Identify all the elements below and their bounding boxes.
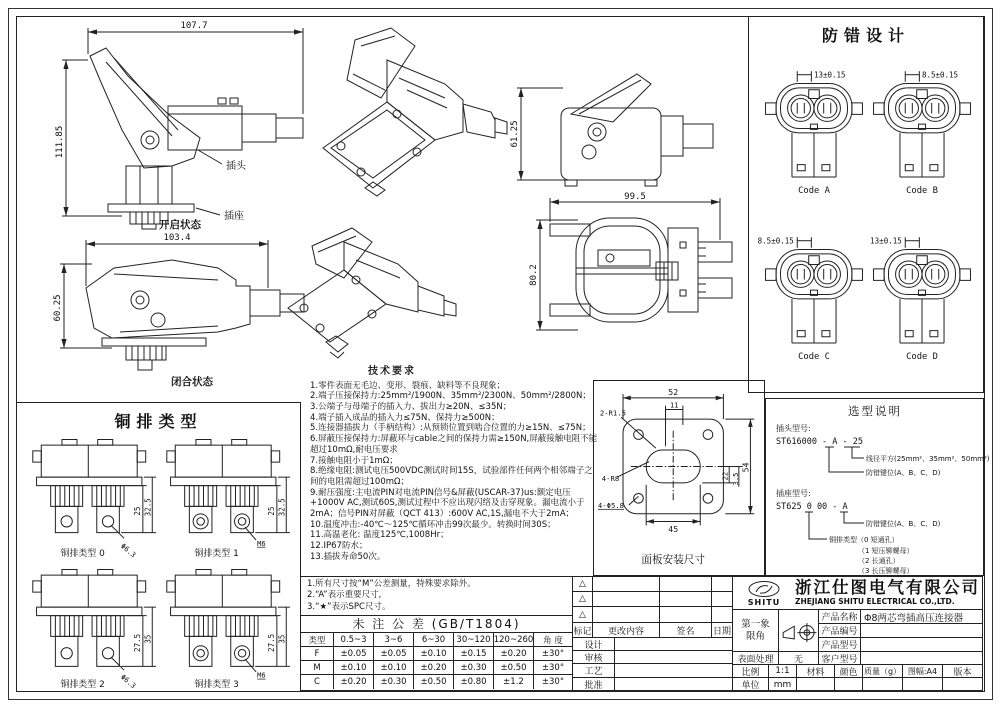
error-proofing-title: 防错设计 <box>821 26 910 45</box>
weight-label: 质量（g） <box>863 665 903 678</box>
tech-line: 6.屏蔽压接保持力:屏蔽环与cable之间的保持力需≥150N,屏蔽接触电阻不能超过10mΩ,耐电压要求 <box>310 434 598 455</box>
product-code-label: 产品编号 <box>819 624 861 638</box>
dim-busbar3-d2: 35 <box>277 634 287 644</box>
selection-plug-note2: 防错键位(A、B、C、D) <box>866 469 941 477</box>
tech-line: 2.端子压接保持力:25mm²/1900N、35mm²/2300N、50mm²/2800N； <box>310 391 591 402</box>
tolerance-cell: ±0.50 <box>494 661 534 675</box>
tolerance-cell: ±0.20 <box>494 647 534 661</box>
dim-top-width: 99.5 <box>624 192 646 202</box>
tolerance-cell: ±0.10 <box>334 661 374 675</box>
selection-socket-note3: （1 短压铆螺母） <box>858 547 914 555</box>
keying-code-c <box>757 218 866 378</box>
tolerance-cell: ±0.10 <box>414 647 454 661</box>
sign-value-cell <box>615 664 732 678</box>
label-panel-r8: 4-R8 <box>601 473 620 483</box>
tolerance-cell: ±1.2 <box>494 675 534 689</box>
tech-line: 7.接触电阻小于1mΩ； <box>310 455 398 466</box>
surface-label: 表面处理 <box>733 652 779 665</box>
label-busbar-type-2: 铜排类型 2 <box>60 680 105 691</box>
busbar-type-1 <box>162 432 292 559</box>
weight-value <box>863 678 903 691</box>
company-logo-text: SHITU <box>747 597 781 607</box>
label-busbar-type-1: 铜排类型 1 <box>194 549 239 560</box>
revision-sign-cell <box>660 607 712 623</box>
revision-header-sign: 签名 <box>660 623 712 638</box>
revision-content-cell <box>593 592 660 607</box>
label-closed-state: 闭合状态 <box>171 376 213 388</box>
general-note-3: 3.“★”表示SPC尺寸。 <box>307 601 391 612</box>
label-busbar3-hole: M6 <box>257 670 266 680</box>
label-panel-r1: 2-R1.5 <box>599 408 626 418</box>
label-panel-hole: 4-Φ5.8 <box>597 500 625 510</box>
tech-line: 12.IP67防水； <box>310 541 368 552</box>
tech-line: 4.端子插入成品的插入力≤75N、保持力≥500N； <box>310 412 500 423</box>
selection-plug-model: ST616000 - A - 25 <box>776 437 863 447</box>
title-block <box>733 576 983 691</box>
surface-value: 无 <box>779 652 819 665</box>
tolerance-cell: ±0.20 <box>414 661 454 675</box>
dim-busbar2-d2: 35 <box>143 634 153 644</box>
label-busbar2-hole: Φ6.3 <box>118 672 138 691</box>
revision-sign-cell <box>660 592 712 607</box>
view-isometric-open <box>295 20 510 210</box>
sign-row-approve: 批准 <box>573 678 615 691</box>
selection-plug-note1: 线径平方(25mm²、35mm²、50mm²) <box>866 455 990 463</box>
label-code-b: Code B <box>906 185 938 196</box>
dim-code-a: 13±0.15 <box>814 70 846 80</box>
tolerance-cell: ±0.30 <box>374 675 414 689</box>
revision-content-cell <box>593 577 660 592</box>
company-name-cn: 浙江仕图电气有限公司 <box>795 577 980 597</box>
dim-busbar1-d1: 25 <box>267 506 277 516</box>
tech-line: 3.公端子与母端子的插入力、拔出力≥20N、≤35N； <box>310 402 512 412</box>
tolerance-cell: ±0.05 <box>374 647 414 661</box>
selection-plug-label: 插头型号: <box>776 424 811 433</box>
projection-angle-label: 第一象限角 <box>733 610 779 652</box>
tolerance-cell: ±30° <box>534 661 572 675</box>
sign-value-cell <box>615 678 732 691</box>
general-note-2: 2.“A”表示重要尺寸, <box>307 590 382 601</box>
view-isometric-closed <box>268 212 458 390</box>
product-code-value <box>861 624 982 638</box>
dim-code-c: 8.5±0.15 <box>757 236 794 246</box>
dim-code-d: 13±0.15 <box>870 236 902 246</box>
dim-busbar1-d2: 32.5 <box>277 498 287 517</box>
product-model-label: 产品型号 <box>819 638 861 652</box>
label-busbar-type-0: 铜排类型 0 <box>60 549 105 560</box>
dim-panel-45: 45 <box>668 524 679 535</box>
tech-line: 5.连接器插拔力（手柄结构）:从预锁位置到啮合位置的力≥15N、≤75N； <box>310 423 591 434</box>
revision-sign-cell <box>660 577 712 592</box>
keying-code-a <box>762 52 866 212</box>
tolerance-cell: ±0.05 <box>334 647 374 661</box>
view-closed-state <box>22 228 310 390</box>
tech-line: 1.零件表面无毛边、变形、裂痕、缺料等不良现象； <box>310 380 506 391</box>
tech-requirements <box>310 366 598 563</box>
tolerance-cell: ±0.80 <box>454 675 494 689</box>
tech-requirements-title: 技术要求 <box>368 366 416 377</box>
unit-value: mm <box>769 678 797 691</box>
tolerance-header: 角 度 <box>534 633 572 647</box>
label-busbar0-hole: Φ6.3 <box>118 541 138 560</box>
label-code-c: Code C <box>798 351 830 362</box>
product-name-value: Φ8两芯弯插高压连接器 <box>861 610 982 624</box>
sign-row-design: 设计 <box>573 638 615 651</box>
customer-model-value <box>861 652 982 665</box>
revision-header-content: 更改内容 <box>593 623 660 638</box>
dim-top-height: 80.2 <box>529 264 539 286</box>
projection-symbol-icon <box>779 610 819 652</box>
dim-panel-54: 54 <box>740 462 751 473</box>
revision-mark-icon: △ <box>573 577 593 592</box>
tolerance-cell: M <box>301 661 334 675</box>
label-code-a: Code A <box>798 185 830 196</box>
view-side <box>505 30 725 200</box>
selection-socket-note2: 铜排类型（0 短通孔） <box>829 536 899 544</box>
label-busbar-type-3: 铜排类型 3 <box>194 680 239 691</box>
selection-socket-note1: 防错键位(A、B、C、D) <box>866 520 941 528</box>
label-busbar1-hole: M6 <box>257 538 266 548</box>
tolerance-header: 6~30 <box>414 633 454 647</box>
scale-label: 比例 <box>733 665 769 678</box>
dim-panel-22: 22 <box>720 471 730 481</box>
dim-open-height: 111.85 <box>55 125 65 159</box>
tech-line: 9.耐压强度:主电流PIN对电流PIN信号&屏蔽(USCAR-37)us:额定电压+1000V AC,测试60S,测试过程中不应出现闪络及击穿现象。漏电流小于2mA；信号PIN对屏蔽（QCT 413）:600V AC,1S,漏电不大于2mA； <box>310 487 585 520</box>
customer-model-label: 客户型号 <box>819 652 861 665</box>
product-name-label: 产品名称 <box>819 610 861 624</box>
view-open-state <box>22 18 310 230</box>
selection-socket-note4: （2 长通孔） <box>858 557 900 565</box>
tolerance-cell: ±0.50 <box>414 675 454 689</box>
revision-header-date: 日期 <box>712 623 732 638</box>
dim-busbar3-d1: 27.5 <box>267 633 277 652</box>
selection-socket-note5: （3 长压铆螺母） <box>858 567 914 575</box>
tech-line: 8.绝缘电阻:测试电压500VDC测试时间15S，试验部件任何两个相邻端子之间的电阻需超过100mΩ； <box>310 466 593 487</box>
dim-open-width: 107.7 <box>180 21 208 31</box>
tolerance-header: 3~6 <box>374 633 414 647</box>
tolerance-cell: ±0.10 <box>374 661 414 675</box>
tech-line: 10.温度冲击:-40℃～125℃循环冲击99次最少。转换时间30S； <box>310 519 556 530</box>
dim-busbar0-d1: 25 <box>133 506 143 516</box>
sign-value-cell <box>615 638 732 651</box>
color-label: 颜色 <box>835 665 863 678</box>
revision-mark-icon: △ <box>573 607 593 623</box>
sheet-size-label: 图幅:A4 <box>903 665 943 678</box>
tolerance-header: 0.5~3 <box>334 633 374 647</box>
sign-value-cell <box>615 651 732 664</box>
panel-mount-drawing <box>596 386 762 572</box>
tolerance-cell: ±0.15 <box>454 647 494 661</box>
dim-panel-52: 52 <box>668 387 679 398</box>
revision-date-cell <box>712 592 732 607</box>
busbar-title: 铜排类型 <box>114 412 203 431</box>
tolerance-cell: ±30° <box>534 647 572 661</box>
revision-date-cell <box>712 607 732 623</box>
dim-busbar2-d1: 27.5 <box>133 633 143 652</box>
sheet-size-value <box>903 678 943 691</box>
dim-side-height: 61.25 <box>510 120 520 148</box>
dim-code-b: 8.5±0.15 <box>922 70 959 80</box>
tolerance-table <box>300 615 573 691</box>
selection-socket-label: 插座型号: <box>776 489 811 498</box>
product-model-value <box>861 638 982 652</box>
tolerance-header: 120~260 <box>494 633 534 647</box>
general-notes <box>300 576 573 616</box>
label-socket: 插座 <box>224 211 244 222</box>
tech-line: 13.插拔寿命50次。 <box>310 551 386 562</box>
tech-line: 11.高温老化: 温度125℃,1008Hr； <box>310 530 449 541</box>
tolerance-cell: ±30° <box>541 677 565 687</box>
busbar-type-3 <box>162 562 292 689</box>
revision-date-cell <box>712 577 732 592</box>
revision-header-mark: 标记 <box>573 623 593 638</box>
material-value <box>797 678 835 691</box>
tolerance-header: 30~120 <box>454 633 494 647</box>
label-open-state: 开启状态 <box>159 219 201 231</box>
dim-panel-3-5: 3.5 <box>730 472 740 486</box>
label-code-d: Code D <box>906 351 938 362</box>
selection-drawing <box>768 400 990 575</box>
version-label: 版本 <box>943 665 982 678</box>
dim-closed-width: 103.4 <box>163 233 191 243</box>
keying-code-d <box>870 218 974 378</box>
keying-code-b <box>870 52 974 212</box>
sign-row-process: 工艺 <box>573 664 615 678</box>
unit-label: 单位 <box>733 678 769 691</box>
revision-block <box>573 576 733 691</box>
panel-mount-title: 面板安装尺寸 <box>641 552 706 566</box>
scale-value: 1:1 <box>769 665 797 678</box>
dim-panel-11: 11 <box>669 400 679 410</box>
general-note-1: 1.所有尺寸按“M”公差测量，特殊要求除外。 <box>307 579 476 589</box>
selection-socket-model: ST625 0 00 - A <box>776 502 848 512</box>
sign-row-check: 审核 <box>573 651 615 664</box>
dim-busbar0-d2: 32.5 <box>143 498 153 517</box>
revision-content-cell <box>593 607 660 623</box>
tolerance-cell: C <box>301 675 334 689</box>
tolerance-table-title: 未 注 公 差 (GB/T1804) <box>301 615 572 633</box>
dim-closed-height: 60.25 <box>53 294 63 322</box>
tolerance-header: 类型 <box>301 633 334 647</box>
busbar-type-2 <box>28 562 158 689</box>
tolerance-cell: ±0.20 <box>334 675 374 689</box>
company-name-en: ZHEJIANG SHITU ELECTRICAL CO.,LTD. <box>795 597 955 607</box>
company-logo-icon <box>746 580 782 598</box>
revision-mark-icon: △ <box>573 592 593 607</box>
color-value <box>835 678 863 691</box>
version-value <box>943 678 982 691</box>
busbar-type-0 <box>28 432 158 559</box>
label-plug: 插头 <box>226 161 246 172</box>
tolerance-cell: ±0.30 <box>454 661 494 675</box>
material-label: 材料 <box>797 665 835 678</box>
tolerance-cell: F <box>301 647 334 661</box>
view-top <box>528 190 740 350</box>
selection-title: 选型说明 <box>848 404 902 418</box>
